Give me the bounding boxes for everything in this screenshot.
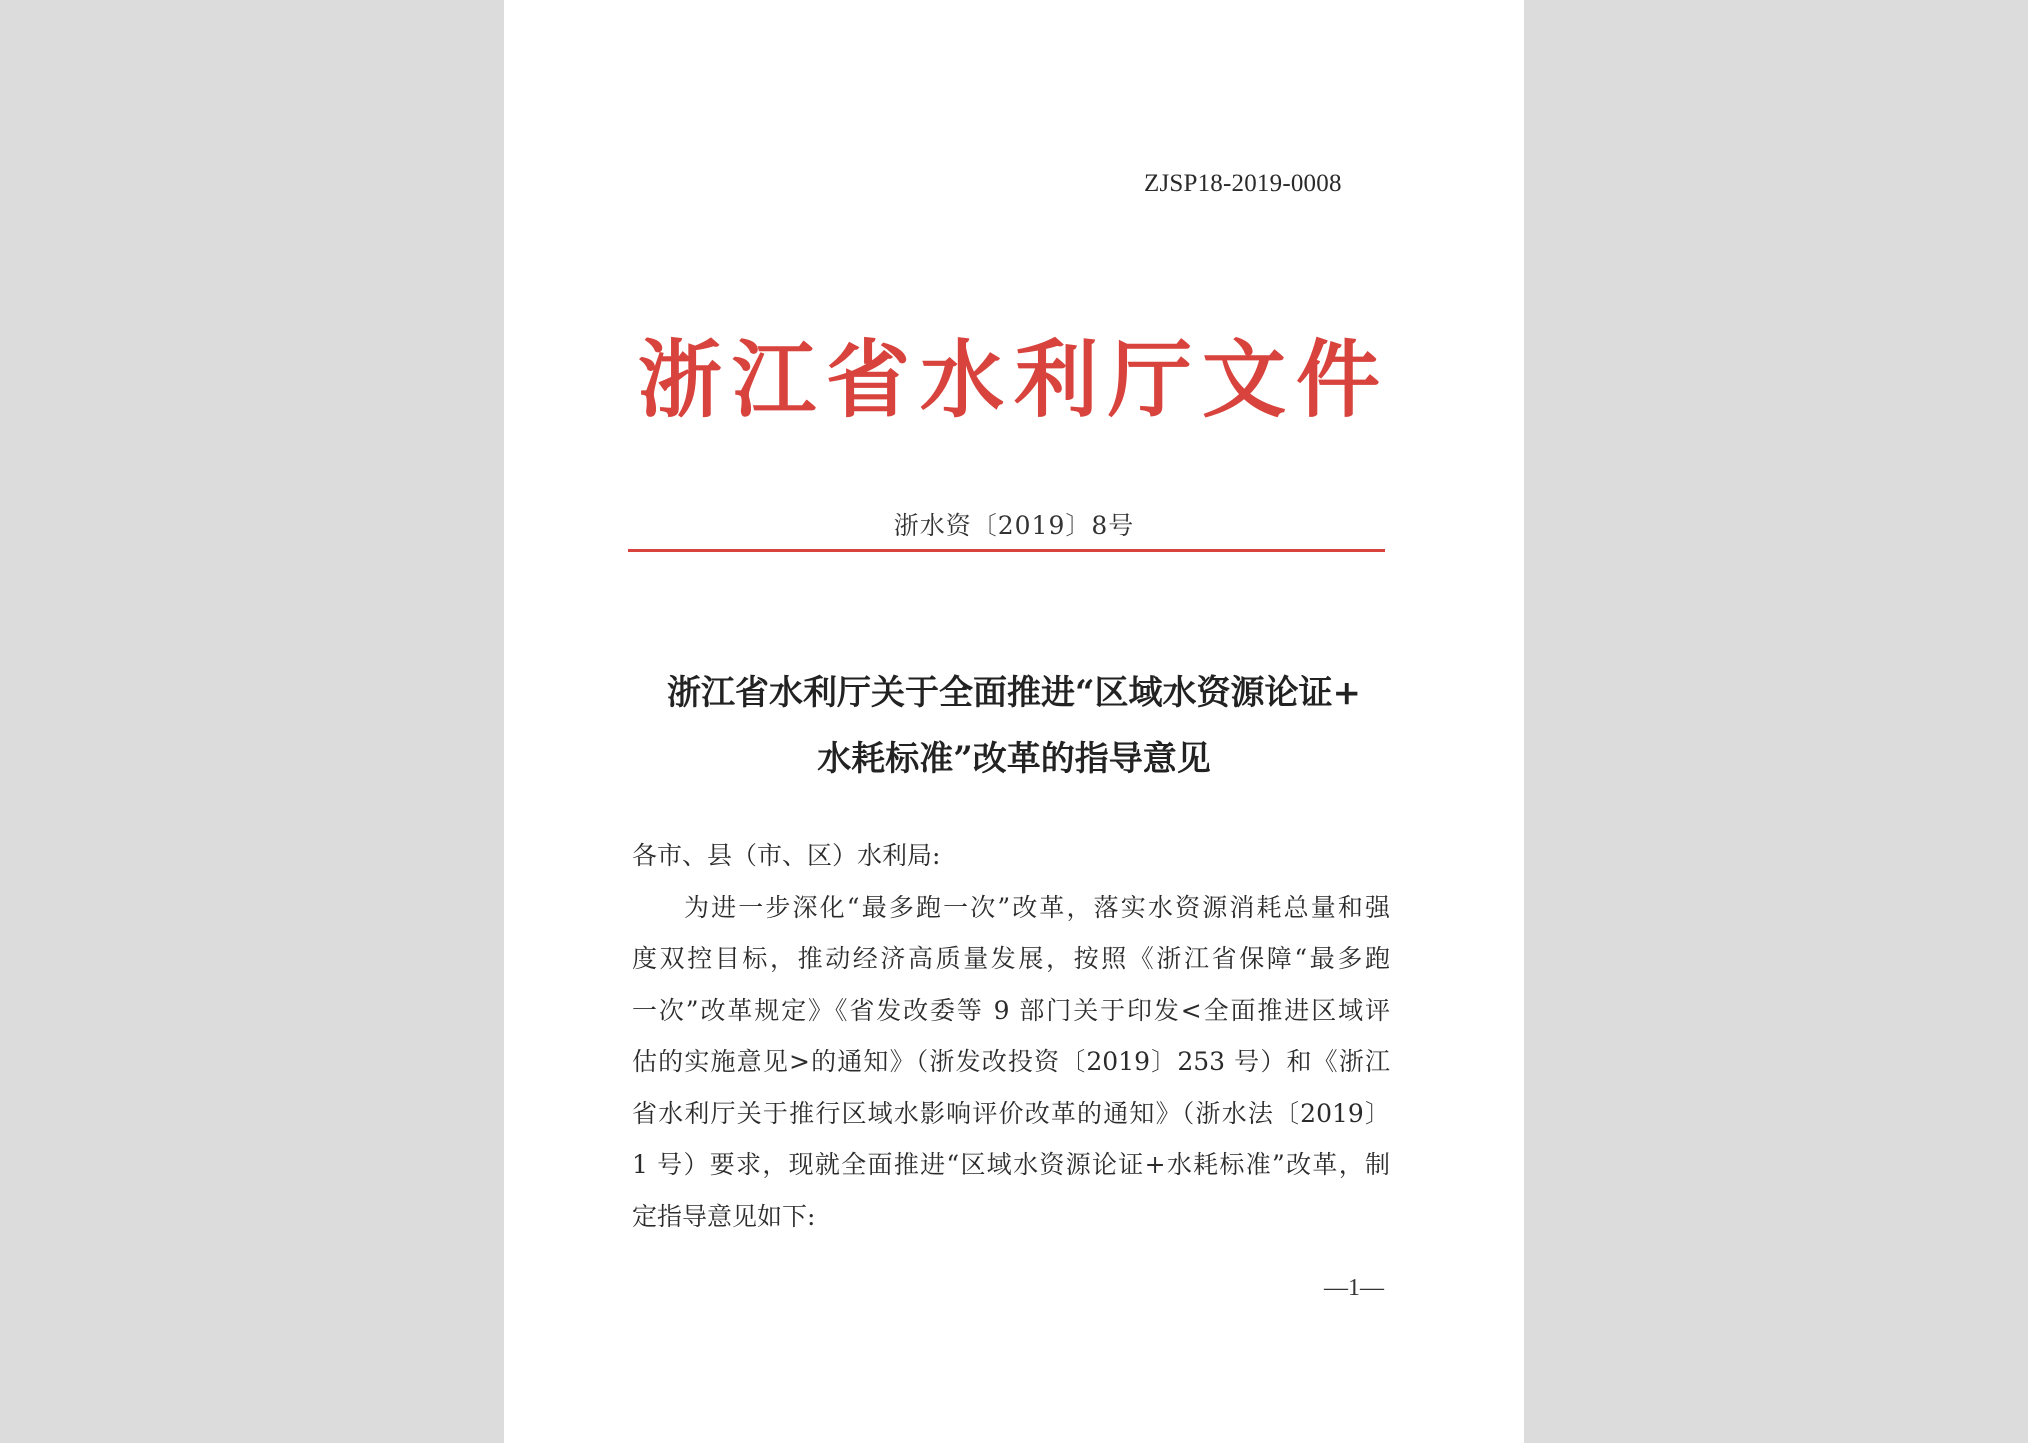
title-line: 浙江省水利厅关于全面推进“区域水资源论证+ (666, 673, 1362, 713)
document-header: 浙江省水利厅文件 (637, 330, 1390, 429)
body-line: 估的实施意见>的通知》（浙发改投资〔2019〕253 号）和《浙江 (632, 1047, 1390, 1076)
body-line: 定指导意见如下: (632, 1201, 816, 1231)
document-number: 浙水资〔2019〕8号 (893, 511, 1135, 540)
document-code: ZJSP18-2019-0008 (1144, 170, 1342, 197)
body-line: 为进一步深化“最多跑一次”改革，落实水资源消耗总量和强 (684, 892, 1390, 922)
body-line: 度双控目标，推动经济高质量发展，按照《浙江省保障“最多跑 (632, 944, 1390, 973)
body-line: 一次”改革规定》《省发改委等 9 部门关于印发<全面推进区域评 (632, 995, 1390, 1025)
page-number: —1— (1324, 1275, 1384, 1301)
red-divider-line (628, 549, 1385, 552)
document-page (504, 0, 1524, 1443)
document-title (504, 660, 1524, 792)
body-line: 1 号）要求，现就全面推进“区域水资源论证+水耗标准”改革，制 (632, 1150, 1390, 1179)
title-line: 水耗标准”改革的指导意见 (817, 739, 1211, 779)
document-body (632, 830, 1390, 1242)
salutation: 各市、县（市、区）水利局: (632, 841, 941, 870)
body-line: 省水利厅关于推行区域水影响评价改革的通知》（浙水法〔2019〕 (632, 1098, 1390, 1128)
